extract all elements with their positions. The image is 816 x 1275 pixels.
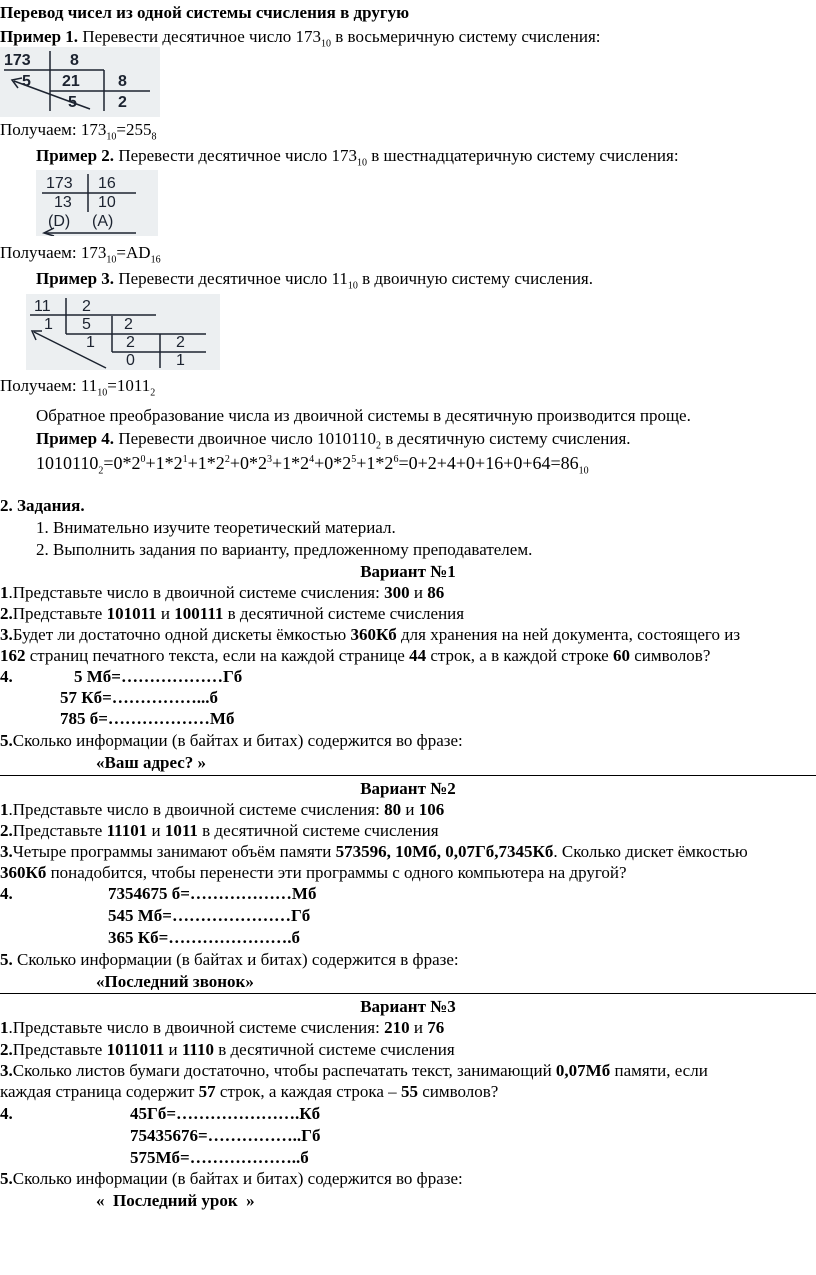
variant-3-question-2 <box>0 1040 816 1060</box>
question-value: 60 <box>612 646 630 665</box>
cell: (A) <box>92 213 114 230</box>
variant-1-question-3-cont <box>0 646 816 666</box>
subscript: 10 <box>97 387 108 399</box>
cell: 10 <box>98 194 116 211</box>
question-value: 100111 <box>174 604 224 623</box>
cell: 21 <box>62 73 80 90</box>
example-2-statement <box>36 146 816 169</box>
example-text: Перевести десятичное число 11 <box>114 269 348 288</box>
cell: 16 <box>98 175 116 192</box>
cell: 2 <box>124 316 133 333</box>
example-1-statement <box>0 27 816 50</box>
example-1-result <box>0 120 816 143</box>
formula-part: +0*2 <box>314 453 352 473</box>
question-value: 162 <box>0 646 26 665</box>
unit-conversion: 785 б=………………Мб <box>60 709 235 728</box>
formula-part: +1*2 <box>356 453 394 473</box>
question-number: 5. <box>0 1169 13 1188</box>
cell: 5 <box>68 94 77 111</box>
question-number: 1 <box>0 583 9 602</box>
cell: 173 <box>4 52 31 69</box>
unit-conversion: 7354675 б=………………Мб <box>108 884 317 903</box>
formula-part: +1*2 <box>271 453 310 473</box>
question-text: Представьте <box>12 1040 107 1059</box>
unit-conversion: 365 Кб=………………….б <box>108 928 301 947</box>
subscript: 2 <box>150 387 156 399</box>
question-number: 1 <box>0 1018 9 1037</box>
question-value: 573596, 10Мб, 0,07Гб,7345Кб <box>335 842 554 861</box>
cell: 173 <box>46 175 73 192</box>
cell: 0 <box>126 352 135 369</box>
question-value: 210 <box>384 1018 410 1037</box>
question-value: 86 <box>427 583 445 602</box>
question-text: символов? <box>417 1082 499 1101</box>
variant-3-question-3-cont <box>0 1082 816 1102</box>
question-text: Сколько информации (в байтах и битах) содержится в фразе: <box>12 950 459 969</box>
subscript: 10 <box>321 38 331 50</box>
cell: 2 <box>126 334 135 351</box>
question-text: каждая страница содержит <box>0 1082 199 1101</box>
example-text: в шестнадцатеричную систему счисления: <box>367 146 679 165</box>
formula-part: +1*2 <box>145 453 183 473</box>
example-2-division-diagram <box>36 170 158 236</box>
question-number: 5. <box>0 731 13 750</box>
formula-part: =0*2 <box>103 453 141 473</box>
cell: 5 <box>82 316 91 333</box>
question-value: 300 <box>384 583 410 602</box>
cell: 8 <box>70 52 79 69</box>
question-value: 44 <box>409 646 427 665</box>
variant-1-question-3 <box>0 625 816 645</box>
unit-conversion: 57 Кб=……………...б <box>60 688 219 707</box>
question-value: 360Кб <box>0 863 47 882</box>
question-text: Сколько информации (в байтах и битах) содержится во фразе: <box>12 731 463 750</box>
example-3-statement <box>36 269 816 292</box>
question-text: Представьте <box>12 604 107 623</box>
variant-2-title: Вариант №2 <box>360 779 456 798</box>
question-text: в десятичной системе счисления <box>213 1040 455 1059</box>
question-text: и <box>164 1040 182 1059</box>
example-label: Пример 4. <box>36 429 115 448</box>
exponent: 3 <box>266 454 272 465</box>
question-number: 2. <box>0 821 13 840</box>
variant-3-title: Вариант №3 <box>360 997 456 1016</box>
question-text: для хранения на ней документа, состоящего из <box>396 625 741 644</box>
question-text: и <box>401 800 419 819</box>
question-value: 57 <box>198 1082 216 1101</box>
question-value: 1011 <box>164 821 198 840</box>
question-text: и <box>147 821 165 840</box>
cell: 1 <box>176 352 185 369</box>
question-text: .Представьте число в двоичной системе счисления: <box>8 1018 385 1037</box>
unit-conversion: 75435676=……………..Гб <box>130 1126 321 1145</box>
variant-2-question-3 <box>0 842 816 862</box>
cell: 11 <box>34 298 51 315</box>
question-value: 1110 <box>181 1040 214 1059</box>
question-text: и <box>156 604 175 623</box>
question-text: и <box>409 583 428 602</box>
cell: 8 <box>118 73 127 90</box>
unit-conversion: 5 Мб=………………Гб <box>74 667 243 686</box>
example-text: в десятичную систему счисления. <box>381 429 631 448</box>
example-text: Перевести двоичное число 1010110 <box>114 429 377 448</box>
question-text: строк, а в каждой строке <box>426 646 613 665</box>
page-title: Перевод чисел из одной системы счисления в другую <box>0 3 410 22</box>
question-text: . Сколько дискет ёмкостью <box>553 842 748 861</box>
cell: 5 <box>22 73 31 90</box>
question-text: и <box>409 1018 428 1037</box>
exponent: 4 <box>309 454 315 465</box>
variant-2-question-3-cont <box>0 863 816 883</box>
question-text: Будет ли достаточно одной дискеты ёмкостью <box>12 625 351 644</box>
exponent: 2 <box>224 454 230 465</box>
question-value: 80 <box>384 800 402 819</box>
example-4-formula <box>36 453 816 477</box>
cell: 2 <box>118 94 127 111</box>
result-text: Получаем: 11 <box>0 376 98 395</box>
variant-2-question-2 <box>0 821 816 841</box>
example-label: Пример 3. <box>36 269 115 288</box>
subscript: 10 <box>106 254 117 266</box>
variant-3-question-3 <box>0 1061 816 1081</box>
unit-conversion: 45Гб=………………….Кб <box>130 1104 321 1123</box>
divider <box>0 775 816 776</box>
subscript: 10 <box>357 157 367 169</box>
variant-3-question-4-number: 4. <box>0 1104 13 1123</box>
subscript: 16 <box>150 254 161 266</box>
cell: (D) <box>48 213 71 230</box>
question-text: Сколько информации (в байтах и битах) содержится во фразе: <box>12 1169 463 1188</box>
question-text: Сколько листов бумаги достаточно, чтобы распечатать текст, занимающий <box>12 1061 556 1080</box>
cell: 2 <box>82 298 91 315</box>
question-value: 11101 <box>106 821 148 840</box>
variant-1-question-5 <box>0 731 816 751</box>
unit-conversion: 545 Мб=…………………Гб <box>108 906 311 925</box>
variant-2-question-5 <box>0 950 816 970</box>
question-value: 76 <box>427 1018 445 1037</box>
unit-conversion: 575Мб=………………..б <box>130 1148 309 1167</box>
result-text: =255 <box>116 120 152 139</box>
example-text: Перевести десятичное число 173 <box>78 27 321 46</box>
variant-1-question-4-number: 4. <box>0 667 13 686</box>
example-text: в восьмеричную систему счисления: <box>331 27 601 46</box>
result-text: =1011 <box>107 376 151 395</box>
tasks-heading: 2. Задания. <box>0 496 85 515</box>
question-text: в десятичной системе счисления <box>223 604 465 623</box>
subscript: 8 <box>151 131 157 143</box>
question-text: понадобится, чтобы перенести эти программы с одного компьютера на другой? <box>46 863 627 882</box>
variant-2-phrase: «Последний звонок» <box>96 972 254 991</box>
task-instruction: 2. Выполнить задания по варианту, предложенному преподавателем. <box>36 540 533 559</box>
question-number: 2. <box>0 604 13 623</box>
result-text: Получаем: 173 <box>0 120 107 139</box>
exponent: 6 <box>393 454 399 465</box>
result-text: =AD <box>116 243 151 262</box>
example-1-division-diagram <box>0 47 160 117</box>
result-text: Получаем: 173 <box>0 243 107 262</box>
formula-part: =0+2+4+0+16+0+64=86 <box>398 453 579 473</box>
subscript: 10 <box>578 465 589 477</box>
exponent: 5 <box>351 454 357 465</box>
example-text: Перевести десятичное число 173 <box>114 146 357 165</box>
subscript: 2 <box>98 465 104 477</box>
example-2-result <box>0 243 816 266</box>
formula-part: +0*2 <box>229 453 267 473</box>
formula-part: 1010110 <box>36 453 99 473</box>
question-text: Представьте <box>12 821 107 840</box>
question-text: строк, а каждая строка – <box>215 1082 401 1101</box>
question-number: 3. <box>0 1061 13 1080</box>
example-label: Пример 2. <box>36 146 115 165</box>
variant-3-question-5 <box>0 1169 816 1189</box>
question-number: 3. <box>0 842 13 861</box>
variant-3-phrase: « Последний урок » <box>96 1191 255 1210</box>
question-text: памяти, если <box>610 1061 708 1080</box>
variant-1-question-2 <box>0 604 816 624</box>
subscript: 10 <box>106 131 117 143</box>
variant-1-question-1 <box>0 583 816 603</box>
question-text: .Представьте число в двоичной системе счисления: <box>8 800 385 819</box>
question-value: 1011011 <box>106 1040 165 1059</box>
variant-1-title: Вариант №1 <box>360 562 456 581</box>
example-4-statement <box>36 429 816 452</box>
cell: 1 <box>86 334 95 351</box>
question-value: 101011 <box>106 604 157 623</box>
variant-1-phrase: «Ваш адрес? » <box>96 753 207 772</box>
question-text: страниц печатного текста, если на каждой странице <box>25 646 410 665</box>
question-number: 2. <box>0 1040 13 1059</box>
reverse-conversion-text: Обратное преобразование числа из двоичной системы в десятичную производится проще. <box>36 406 691 425</box>
example-text: в двоичную систему счисления. <box>357 269 594 288</box>
variant-3-question-1 <box>0 1018 816 1038</box>
question-text: Четыре программы занимают объём памяти <box>12 842 336 861</box>
subscript: 10 <box>347 280 358 292</box>
question-text: символов? <box>629 646 711 665</box>
question-value: 55 <box>400 1082 418 1101</box>
exponent: 1 <box>182 454 188 465</box>
example-label: Пример 1. <box>0 27 79 46</box>
divider <box>0 993 816 994</box>
variant-2-question-4-number: 4. <box>0 884 13 903</box>
question-text: в десятичной системе счисления <box>197 821 439 840</box>
task-instruction: 1. Внимательно изучите теоретический материал. <box>36 518 396 537</box>
question-value: 106 <box>418 800 445 819</box>
question-value: 0,07Мб <box>555 1061 611 1080</box>
example-3-result <box>0 376 816 399</box>
example-3-division-diagram <box>26 294 220 370</box>
question-value: 360Кб <box>350 625 397 644</box>
formula-part: +1*2 <box>187 453 225 473</box>
question-text: .Представьте число в двоичной системе счисления: <box>8 583 385 602</box>
question-number: 1 <box>0 800 9 819</box>
question-number: 3. <box>0 625 13 644</box>
question-number: 5. <box>0 950 13 969</box>
exponent: 0 <box>140 454 146 465</box>
variant-2-question-1 <box>0 800 816 820</box>
cell: 2 <box>176 334 185 351</box>
subscript: 2 <box>376 440 382 452</box>
cell: 13 <box>54 194 72 211</box>
cell: 1 <box>44 316 53 333</box>
